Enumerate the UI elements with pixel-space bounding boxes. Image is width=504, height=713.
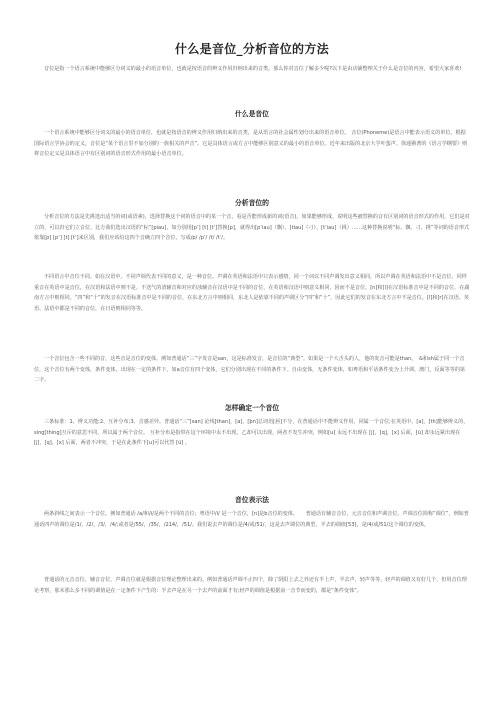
section-paragraph: 普通话的元音音位，辅音音位，声调音位就是根据音位理论整理出来的。例如普通话声调不止四个，除了阴阳上去之外还有半上声，半去声，轻声等等，轻声的调值又有好几个，但用音位理论考察，那末那么多不同的调值是在一定条件下产生的：半去声是在另一个去声的前面才有;轻声的调值是根据前一音节而变的，都是“条件变体”。 <box>34 577 467 594</box>
section-paragraph: 三条标准：1、辨义功能;2、互补分布;3、音感差异。普通话“三”[san] 论线[than]，[a]，[þn]总词语[唇]不分，在普通话中不能辨义作用，同属一个音位;在英语中，[a]，[th]能够辨义的，sing[thing]互斥的意思不同，所以属于两个音位。 互补分布是指带在这个环境中永不出现，乙却可以出现，两者不发生冲突，例如[u] 永远不出现在 [j]，[q]，[x] 后面，[ü] 却永远紧出现在 [j]，[q]，[x] 后面，两者不冲突，于是在此条件下[u]可以代替 [ü] 。 <box>34 419 469 447</box>
section-heading-notation: 音位表示法 <box>235 496 269 504</box>
section-paragraph: 一个音位包含一些不同的音，这些音是音位的变体。例如普通话“三”字发音是san，这是标准发音，是音位的“典型”。如果是一个大舌头的人，他的发音可能是than。 &和sh属于同一个音位，这个音位有两个变体，条件变体，出现在一定的条件下，如a音位有四个变体，它们分别出现在不同的条件下。自由变体，无条件变体，如粤语和平话条件变为上升调，澳门，反面等等的第二字。 <box>34 356 466 384</box>
intro-paragraph: 音位是指一个语言系统中能够区分词义的最小的语音单位，也就是按语音的辨义作用归纳出来的音类。那么你对音位了解多少呢?以下是由店铺整理关于什么是音位的内容，希望大家喜欢! <box>44 66 462 72</box>
section-heading-determine-phoneme: 怎样确定一个音位 <box>224 404 280 412</box>
document-title: 什么是音位_分析音位的方法 <box>175 42 329 56</box>
section-heading-what-is-phoneme: 什么是音位 <box>235 110 269 118</box>
section-paragraph: 不同语言中音位不同。如在汉语中，不同声调代表不同的意义，是一种音位。声调在英语和法语中只表示感情，同一个词以不同声调发出意义相同，所以声调在英语和法语中不是音位。同样重音在英语中是音位，在汉语和法语中则不是。不送气的清辅音和对应的浊辅音在汉语中是不同的音位，在英语和汉语中则意义相同，因而不是音位。[n]和[l]在汉语标准音中是不同的音位，在湖南方言中则相同。“四”和“十”的发音在汉语标准音中是不同的音位，在东北方言中则相同，东北人是依靠不同的声调区分“四”和“十”，因此它们的发音在东北方言中不是音位。[l]和[r]在汉语、英语、法语中都是不同的音位，在日语则相同等等。 <box>34 274 470 312</box>
section-paragraph: 两条斜线之间表示一个音位。例如普通话 /a/和/i/是两个不同的音位；粤语中/i/ 是一个音位，[n]是b音位的变体。 普通话有辅音音位，元音音位和声调音位。声调音位简称“调位”，例如普通话四声的调位是/1/，/2/，/3/，/4/;或者是/55/，/35/，/214/，/51/。我们说去声的调位是/4/或/51/，这是去声调位的典型，半去的调值[53]，是/4/或/51/这个调位的变体。 <box>34 511 469 528</box>
section-paragraph: 一个语言系统中能够区分词义的最小的语音单位，也就是按语音的辨义作用归纳出来的音类，是从语言的社会属性划分出来的语音单位。 音位(Phoneme)是语言中能表示语义的单位。根据国际语言学协会的定义，音位是“某个语言里不加分别的一族相关的声音”。它是具体语言或方言中能够区别意义的最小的语音单位。近年来出版的北京大学叶蜚声、徐通锵著的《语言学纲要》则将音位定义是具体语言中有区别词的语音形式作用的最小语音单位。 <box>34 130 468 158</box>
section-paragraph: 分析音位的方法是先挑选出适当的词(或语素)，选择替换这个词的语音中的某一个音，看是否能形成新的词(语音)。如果能够形成，说明这些被替换的音有区别词的语音形式的作用，它们是对立的，可以归它们立音位。比方我们选出汉语的“标”[piau]，如分别用[p‘] [t] [t‘]替换[p]，就得出[p‘iau]（飘）、[tiau]（刁）、[t‘iau]（挑）……这种替换说明“标、飘、刁、挑”等词的语音形式依靠[p] [p‘] [t] [t‘]来区别，我们应该给这四个音确立四个音位，写成/p/ /p‘/ /t/ /t‘/。 <box>34 214 470 242</box>
section-heading-analysis-method: 分析音位的 <box>235 199 269 207</box>
